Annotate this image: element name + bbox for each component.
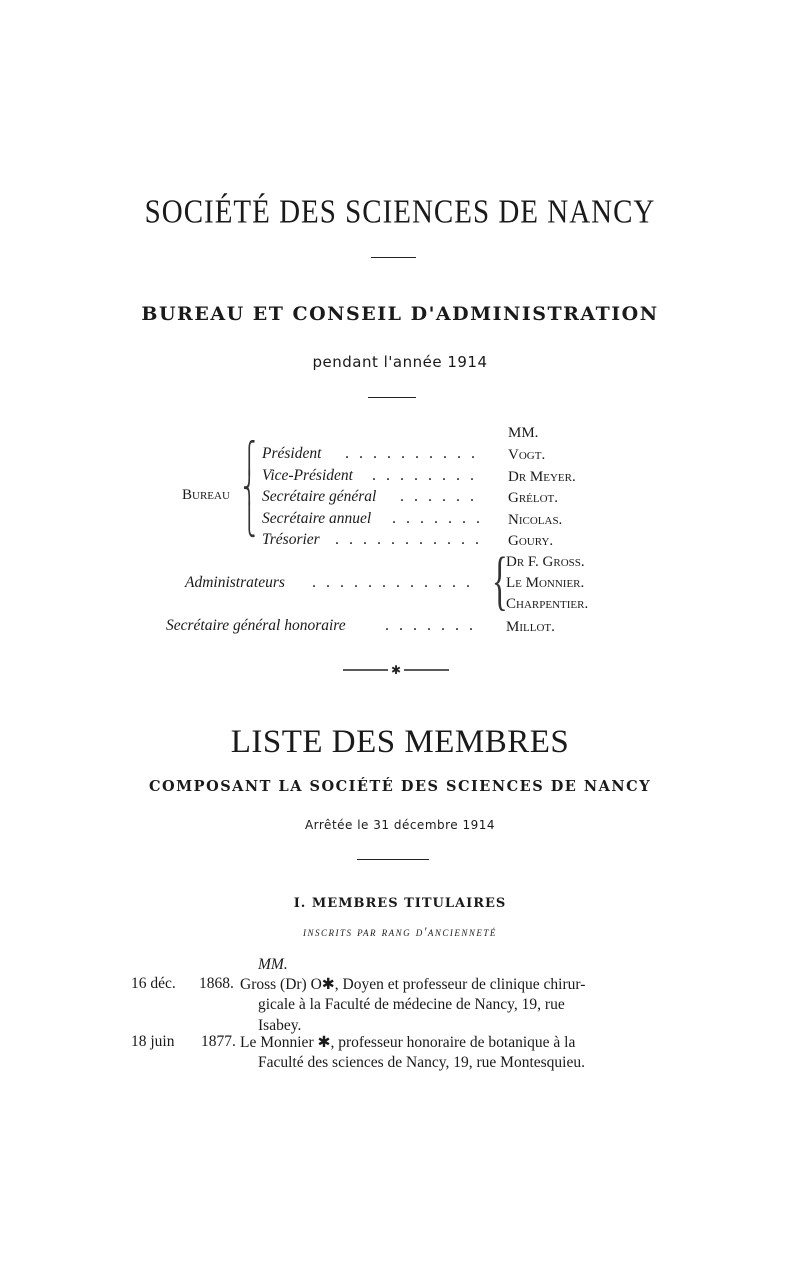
honorary-label: Secrétaire général honoraire bbox=[166, 617, 346, 634]
bureau-brace-top: ⎧ bbox=[242, 442, 256, 475]
board-subtitle: pendant l'année 1914 bbox=[312, 353, 488, 371]
members-list-subtitle: COMPOSANT LA SOCIÉTÉ DES SCIENCES DE NANCY bbox=[148, 778, 652, 795]
society-title: SOCIÉTÉ DES SCIENCES DE NANCY bbox=[144, 193, 656, 231]
dot-leader: . . . . . . . . . . bbox=[345, 445, 478, 462]
dot-leader: . . . . . . bbox=[400, 488, 477, 505]
dot-leader: . . . . . . . . . . . . bbox=[312, 574, 473, 591]
role-secretary-general: Secrétaire général bbox=[262, 488, 377, 505]
dot-leader: . . . . . . . bbox=[385, 617, 476, 634]
honorary-name: Millot. bbox=[506, 619, 555, 635]
name-annual-secretary: Nicolas. bbox=[508, 512, 563, 528]
dot-leader: . . . . . . . . . . . bbox=[335, 531, 482, 548]
role-annual-secretary: Secrétaire annuel bbox=[262, 510, 372, 527]
ornament-divider-icon bbox=[343, 664, 449, 676]
bureau-brace-bottom: ⎩ bbox=[242, 504, 256, 537]
entry-line: Isabey. bbox=[258, 1017, 302, 1034]
entry-line: Faculté des sciences de Nancy, 19, rue Montesquieu. bbox=[258, 1054, 585, 1071]
name-president: Vogt. bbox=[508, 447, 546, 463]
dot-leader: . . . . . . . bbox=[392, 510, 483, 527]
name-secretary-general: Grélot. bbox=[508, 490, 559, 506]
title-divider bbox=[371, 257, 416, 258]
members-mm-label: MM. bbox=[258, 956, 288, 973]
bureau-label: Bureau bbox=[182, 487, 230, 503]
name-vice-president: Dr Meyer. bbox=[508, 469, 576, 485]
board-mm-label: MM. bbox=[508, 425, 539, 441]
members-list-date: Arrêtée le 31 décembre 1914 bbox=[304, 818, 496, 832]
role-vice-president: Vice-Président bbox=[262, 467, 353, 484]
board-title: BUREAU ET CONSEIL D'ADMINISTRATION bbox=[141, 303, 659, 325]
entry-line: Gross (Dr) O✱, Doyen et professeur de clinique chirur- bbox=[240, 976, 586, 993]
role-treasurer: Trésorier bbox=[262, 531, 320, 548]
section-title: I. MEMBRES TITULAIRES bbox=[293, 896, 507, 911]
entry-line: Le Monnier ✱, professeur honoraire de botanique à la bbox=[240, 1034, 576, 1051]
administrator-1: Dr F. Gross. bbox=[506, 554, 585, 570]
svg-text:✱: ✱ bbox=[390, 664, 402, 676]
entry-date: 16 déc. bbox=[131, 975, 176, 992]
section-subtitle: inscrits par rang d'ancienneté bbox=[303, 925, 497, 939]
entry-line: gicale à la Faculté de médecine de Nancy, 19, rue bbox=[258, 996, 565, 1013]
administrators-brace: { bbox=[491, 544, 508, 617]
entry-year: 1868. bbox=[199, 975, 234, 992]
name-treasurer: Goury. bbox=[508, 533, 554, 549]
board-divider bbox=[368, 397, 416, 398]
bureau-brace-mid: ⎨ bbox=[242, 472, 256, 505]
administrator-2: Le Monnier. bbox=[506, 575, 585, 591]
role-president: Président bbox=[262, 445, 322, 462]
entry-date: 18 juin bbox=[131, 1033, 175, 1050]
administrator-3: Charpentier. bbox=[506, 596, 589, 612]
administrators-label: Administrateurs bbox=[185, 574, 285, 591]
dot-leader: . . . . . . . . bbox=[372, 467, 477, 484]
members-list-title: LISTE DES MEMBRES bbox=[230, 724, 570, 760]
entry-year: 1877. bbox=[201, 1033, 236, 1050]
members-divider bbox=[357, 859, 429, 860]
